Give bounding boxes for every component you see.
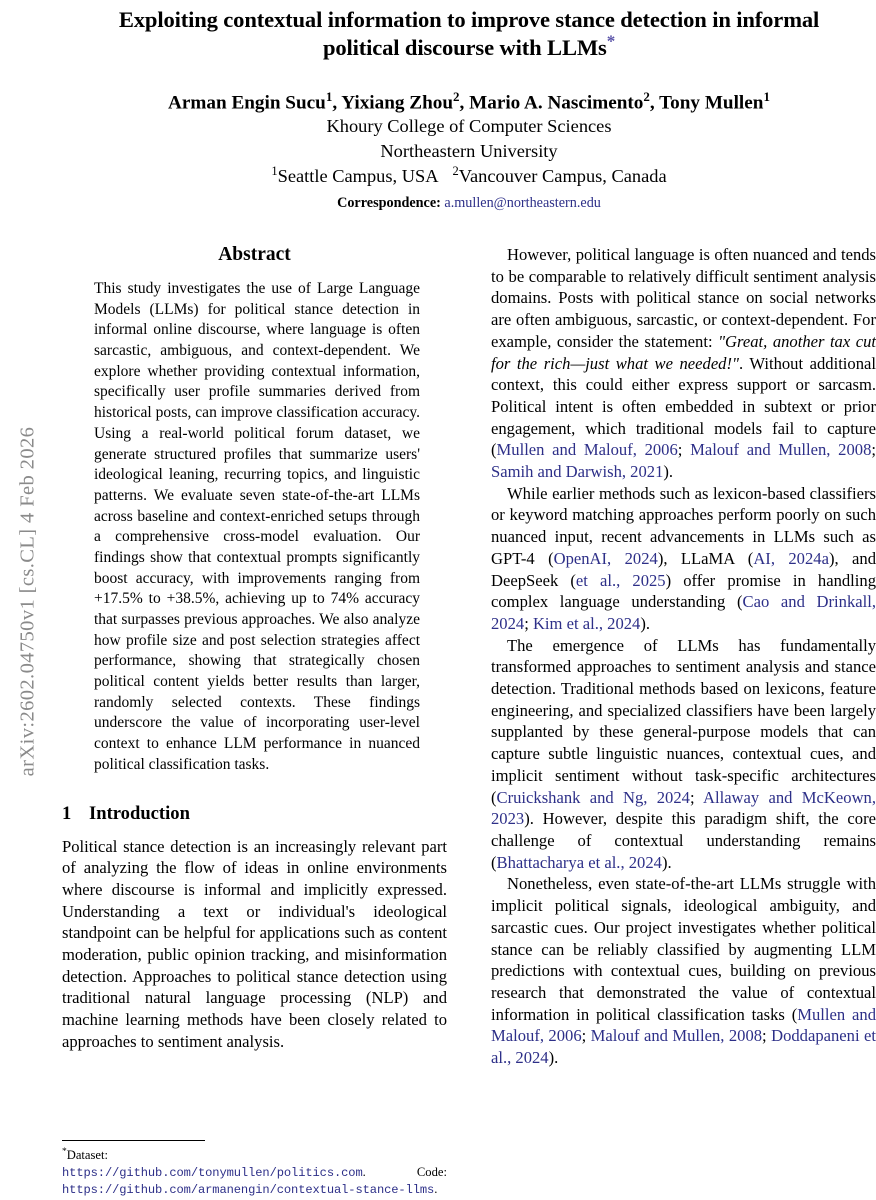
correspondence-email-link[interactable]: a.mullen@northeastern.edu	[444, 195, 601, 212]
para5-text-end: ).	[548, 1048, 559, 1068]
correspondence-line	[62, 195, 876, 212]
paper-title-line-1: Exploiting contextual information to improve stance detection in informal	[118, 7, 820, 32]
citation-sep: ;	[581, 1026, 591, 1046]
intro-paragraph-2	[491, 244, 876, 483]
author-affil-marker-3: 2	[643, 88, 650, 104]
intro-paragraph-4	[491, 635, 876, 874]
title-block	[62, 0, 876, 212]
section-number: 1	[62, 802, 72, 824]
para3-text-m2: ), and DeepSeek (	[491, 548, 876, 590]
section-heading-introduction	[62, 803, 447, 825]
author-name-4: , Tony Mullen	[649, 92, 764, 114]
footnote-marker: *	[62, 1146, 67, 1157]
footnote-text	[62, 1147, 447, 1198]
footnote-block	[62, 1140, 447, 1198]
affiliation-campuses	[62, 164, 876, 189]
citation-malouf-mullen-2008-b[interactable]: Malouf and Mullen, 2008	[590, 1026, 763, 1046]
para2-text-mid: . Without additional context, this could either express support or sarcasm. Political intent is often embedded in subtext or prior engagement, which traditional models fail to capture (	[491, 353, 876, 460]
arxiv-identifier-stamp: arXiv:2602.04750v1 [cs.CL] 4 Feb 2026	[16, 426, 39, 777]
citation-sep: ;	[689, 787, 703, 807]
citation-sep: ;	[762, 1026, 772, 1046]
paper-page	[62, 0, 876, 1200]
author-list	[62, 89, 876, 114]
author-affil-marker-4: 1	[763, 88, 770, 104]
para4-text-end: ).	[661, 852, 672, 872]
citation-sep: ;	[524, 613, 533, 633]
footnote-period: .	[434, 1181, 438, 1196]
citation-et-al-2025[interactable]: et al., 2025	[575, 570, 666, 590]
para5-text-lead: Nonetheless, even state-of-the-art LLMs struggle with implicit political signals, ideological ambiguity, and sarcastic cues. Our project investigates whether political stance can be reliably classified by augmenting LLM predictions with contextual cues, building on previous research that demonstrated the value of contextual information in political classification tasks (	[491, 874, 876, 1024]
citation-doddapaneni-et-al-2024[interactable]: Doddapaneni et al., 2024	[491, 1026, 876, 1068]
campus-marker-2: 2	[452, 163, 459, 178]
citation-ai-2024a[interactable]: AI, 2024a	[753, 548, 829, 568]
right-column	[491, 244, 876, 1200]
affiliation-college: Khoury College of Computer Sciences	[326, 116, 612, 137]
section-title: Introduction	[89, 802, 190, 824]
page-title	[62, 6, 876, 62]
left-column	[62, 244, 447, 1200]
citation-openai-2024[interactable]: OpenAI, 2024	[553, 548, 658, 568]
citation-malouf-mullen-2008[interactable]: Malouf and Mullen, 2008	[690, 440, 872, 460]
footnote-code-url[interactable]: https://github.com/armanengin/	[62, 1182, 277, 1197]
para3-text-lead: While earlier methods such as lexicon-based classifiers or keyword matching approaches perform poorly on such nuanced input, recent advancements in LLMs such as GPT-4 (	[491, 483, 876, 568]
author-name-2: , Yixiang Zhou	[332, 92, 454, 114]
citation-mullen-malouf-2006-b[interactable]: Mullen and Malouf, 2006	[491, 1004, 876, 1046]
citation-allaway-mckeown-2023[interactable]: Allaway and McKeown, 2023	[491, 787, 876, 829]
citation-cruickshank-ng-2024[interactable]: Cruickshank and Ng, 2024	[496, 787, 690, 807]
footnote-code-label: . Code:	[362, 1164, 447, 1179]
campus-label-1: Seattle Campus, USA	[277, 166, 439, 187]
footnote-code-url-cont[interactable]: contextual-stance-llms	[276, 1182, 435, 1197]
correspondence-label: Correspondence:	[337, 195, 441, 212]
para4-text-lead: The emergence of LLMs has fundamentally transformed approaches to sentiment analysis and stance detection. Traditional methods based on lexicons, feature engineering, and specialized classifiers have been largely supplanted by these general-purpose models that can capture subtle linguistic nuances, contextual cues, and implicit sentiment without task-specific architectures (	[491, 635, 876, 807]
author-name-3: , Mario A. Nascimento	[459, 92, 644, 114]
citation-samih-darwish-2021[interactable]: Samih and Darwish, 2021	[491, 462, 664, 482]
example-statement-quote: "Great, another tax cut for the rich—just what we needed!"	[491, 331, 876, 373]
author-affil-marker-2: 2	[453, 88, 460, 104]
citation-sep: ;	[677, 440, 691, 460]
title-footnote-marker[interactable]: *	[606, 31, 616, 51]
campus-marker-1: 1	[271, 163, 278, 178]
intro-paragraph-3	[491, 483, 876, 635]
para3-text-m3: ) offer promise in handling complex language understanding (	[491, 570, 876, 612]
footnote-rule	[62, 1140, 205, 1141]
citation-bhattacharya-et-al-2024[interactable]: Bhattacharya et al., 2024	[496, 852, 662, 872]
citation-sep: ;	[871, 440, 876, 460]
introduction-paragraph-1: Political stance detection is an increasingly relevant part of analyzing the flow of ideas in online environments where discourse is informal and implicitly expressed. Understanding a text or individual's ideological standpoint can be helpful for applications such as content moderation, public opinion tracking, and misinformation detection. Approaches to political stance detection using traditional natural language processing (NLP) and machine learning methods have been closely related to approaches to sentiment analysis.	[62, 836, 447, 1051]
two-column-body	[62, 244, 876, 1200]
campus-label-2: Vancouver Campus, Canada	[458, 166, 667, 187]
citation-kim-et-al-2024[interactable]: Kim et al., 2024	[532, 613, 641, 633]
footnote-dataset-url[interactable]: https://github.com/tonymullen/	[62, 1165, 277, 1180]
para3-text-end: ).	[640, 613, 651, 633]
paper-title-line-2: political discourse with LLMs	[322, 34, 607, 60]
citation-cao-drinkall-2024[interactable]: Cao and Drinkall, 2024	[491, 592, 876, 633]
para3-text-m1: ), LLaMA (	[657, 548, 754, 568]
para2-text-end: ).	[663, 462, 674, 482]
abstract-heading: Abstract	[218, 244, 291, 265]
citation-mullen-malouf-2006[interactable]: Mullen and Malouf, 2006	[496, 440, 678, 460]
affiliation-university: Northeastern University	[380, 140, 558, 161]
footnote-dataset-url-cont[interactable]: politics.com	[276, 1165, 363, 1180]
author-affil-marker-1: 1	[325, 88, 333, 104]
para2-text-lead: However, political language is often nuanced and tends to be comparable to relatively difficult sentiment analysis domains. Posts with political stance on social networks are often ambiguous, sarcastic, or context-dependent. For example, consider the statement:	[491, 245, 876, 351]
intro-paragraph-5	[491, 873, 876, 1068]
para4-text-mid: ). However, despite this paradigm shift, the core challenge of contextual understanding remains (	[491, 809, 876, 872]
abstract-text: This study investigates the use of Large Language Models (LLMs) for political stance detection in informal online discourse, where language is often sarcastic, ambiguous, and context-dependent. We explore whether providing contextual information, specifically user profile summaries derived from historical posts, can improve classification accuracy. Using a real-world political forum dataset, we generate structured profiles that summarize users' ideological leaning, recurring topics, and linguistic patterns. We evaluate seven state-of-the-art LLMs across baseline and context-enriched setups through a comprehensive cross-model evaluation. Our findings show that contextual prompts significantly boost accuracy, with improvements ranging from +17.5% to +38.5%, achieving up to 74% accuracy that surpasses previous approaches. We also analyze how profile size and post selection strategies affect performance, showing that strategically chosen political content yields better results than larger, randomly selected contexts. These findings underscore the value of incorporating user-level context to enhance LLM performance in nuanced political classification tasks.	[94, 280, 420, 773]
footnote-dataset-label: Dataset:	[66, 1148, 109, 1163]
author-name-1: Arman Engin Sucu	[168, 92, 326, 114]
